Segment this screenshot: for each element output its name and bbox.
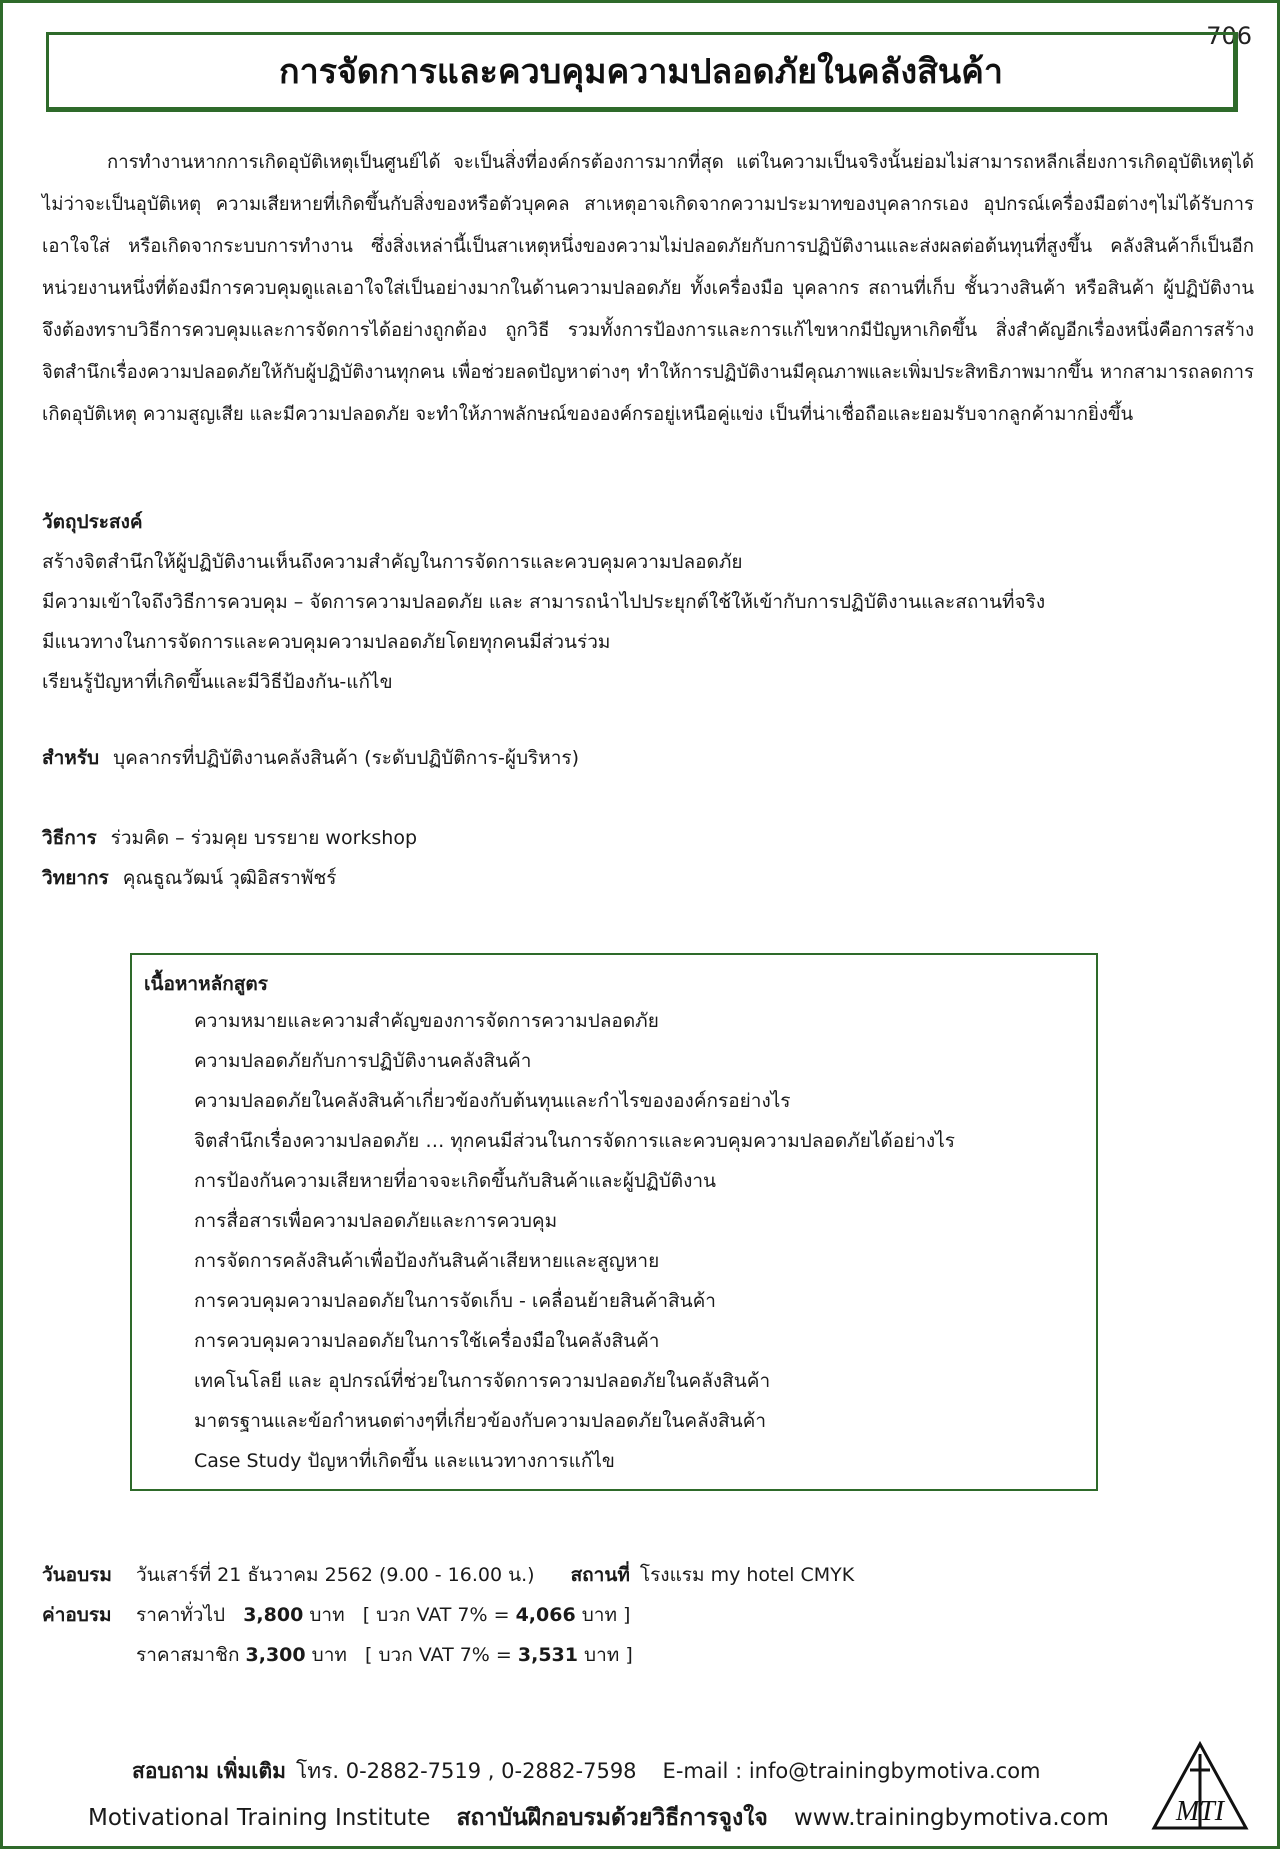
- objective-item: มีแนวทางในการจัดการและควบคุมความปลอดภัยโดยทุกคนมีส่วนร่วม: [42, 631, 611, 653]
- mti-logo: [1150, 1740, 1250, 1832]
- location-value: โรงแรม my hotel CMYK: [639, 1564, 855, 1586]
- method-line: [42, 818, 417, 858]
- general-price-prefix: ราคาทั่วไป: [136, 1604, 226, 1626]
- member-price-row: [42, 1635, 854, 1675]
- objectives-section: [42, 502, 1242, 702]
- intro-paragraph: การทำงานหากการเกิดอุบัติเหตุเป็นศูนย์ได้ จะเป็นสิ่งที่องค์กรต้องการมากที่สุด แต่ในความเป็นจริงนั้นย่อมไม่สามารถหลีกเลี่ยงการเกิดอุบัติเหตุได้ ไม่ว่าจะเป็นอุบัติเหตุ ความเสียหายที่เกิดขึ้นกับสิ่งของหรือตัวบุคคล สาเหตุอาจเกิดจากความประมาทของบุคลากรเอง อุปกรณ์เครื่องมือต่างๆไม่ได้รับการเอาใจใส่ หรือเกิดจากระบบการทำงาน ซึ่งสิ่งเหล่านี้เป็นสาเหตุหนึ่งของความไม่ปลอดภัยกับการปฏิบัติงานและส่งผลต่อต้นทุนที่สูงขึ้น คลังสินค้าก็เป็นอีกหน่วยงานหนึ่งที่ต้องมีการควบคุมดูแลเอาใจใส่เป็นอย่างมากในด้านความปลอดภัย ทั้งเครื่องมือ บุคลากร สถานที่เก็บ ชั้นวางสินค้า หรือสินค้า ผู้ปฏิบัติงานจึงต้องทราบวิธีการควบคุมและการจัดการได้อย่างถูกต้อง ถูกวิธี รวมทั้งการป้องการและการแก้ไขหากมีปัญหาเกิดขึ้น สิ่งสำคัญอีกเรื่องหนึ่งคือการสร้างจิตสำนึกเรื่องความปลอดภัยให้กับผู้ปฏิบัติงานทุกคน เพื่อช่วยลดปัญหาต่างๆ ทำให้การปฏิบัติงานมีคุณภาพและเพิ่มประสิทธิภาพมากขึ้น หากสามารถลดการเกิดอุบัติเหตุ ความสูญเสีย และมีความปลอดภัย จะทำให้ภาพลักษณ์ขององค์กรอยู่เหนือคู่แข่ง เป็นที่น่าเชื่อถือและยอมรับจากลูกค้ามากยิ่งขึ้น: [42, 152, 1254, 425]
- member-vat-prefix: [ บวก VAT 7% =: [365, 1644, 512, 1666]
- general-price-unit: บาท: [309, 1604, 345, 1626]
- course-content-item: การป้องกันความเสียหายที่อาจจะเกิดขึ้นกับสินค้าและผู้ปฏิบัติงาน: [194, 1170, 717, 1192]
- course-content-list: [144, 1001, 1096, 1481]
- contact-phone: โทร. 0-2882-7519 , 0-2882-7598: [295, 1759, 637, 1783]
- date-location-row: [42, 1555, 854, 1595]
- course-content-item: เทคโนโลยี และ อุปกรณ์ที่ช่วยในการจัดการความปลอดภัยในคลังสินค้า: [194, 1370, 771, 1392]
- member-price-unit: บาท: [311, 1644, 347, 1666]
- speaker-label: วิทยากร: [42, 867, 109, 889]
- general-vat-prefix: [ บวก VAT 7% =: [362, 1604, 510, 1626]
- course-content-item: Case Study ปัญหาที่เกิดขึ้น และแนวทางการแก้ไข: [194, 1450, 615, 1472]
- general-price: 3,800: [243, 1604, 304, 1626]
- general-vat-suffix: บาท ]: [581, 1604, 631, 1626]
- course-content-item: การจัดการคลังสินค้าเพื่อป้องกันสินค้าเสียหายและสูญหาย: [194, 1250, 660, 1272]
- objective-item: มีความเข้าใจถึงวิธีการควบคุม – จัดการความปลอดภัย และ สามารถนำไปประยุกต์ใช้ให้เข้ากับการปฏิบัติงานและสถานที่จริง: [42, 591, 1046, 613]
- speaker-value: คุณธูณวัฒน์ วุฒิอิสราพัชร์: [122, 867, 337, 889]
- method-label: วิธีการ: [42, 827, 97, 849]
- course-content-item: ความปลอดภัยในคลังสินค้าเกี่ยวข้องกับต้นทุนและกำไรขององค์กรอย่างไร: [194, 1090, 791, 1112]
- course-content-item: ความปลอดภัยกับการปฏิบัติงานคลังสินค้า: [194, 1050, 532, 1072]
- mti-logo-icon: [1150, 1740, 1250, 1832]
- training-details: [42, 1555, 854, 1675]
- speaker-line: [42, 858, 336, 898]
- general-vat-total: 4,066: [515, 1604, 576, 1626]
- institute-name-en: Motivational Training Institute: [88, 1805, 431, 1831]
- fee-label: ค่าอบรม: [42, 1604, 112, 1626]
- course-content-item: การควบคุมความปลอดภัยในการจัดเก็บ - เคลื่อนย้ายสินค้าสินค้า: [194, 1290, 716, 1312]
- contact-label: สอบถาม เพิ่มเติม: [132, 1759, 286, 1783]
- location-label: สถานที่: [570, 1564, 630, 1586]
- course-content-item: มาตรฐานและข้อกำหนดต่างๆที่เกี่ยวข้องกับความปลอดภัยในคลังสินค้า: [194, 1410, 766, 1432]
- logo-text: MTI: [1175, 1796, 1225, 1827]
- website-link[interactable]: www.trainingbymotiva.com: [793, 1805, 1109, 1831]
- course-content-item: การสื่อสารเพื่อความปลอดภัยและการควบคุม: [194, 1210, 558, 1232]
- date-value: วันเสาร์ที่ 21 ธันวาคม 2562 (9.00 - 16.00 น.): [136, 1564, 535, 1586]
- audience-line: [42, 738, 579, 778]
- objectives-heading: วัตถุประสงค์: [42, 511, 143, 533]
- title-box: [46, 32, 1238, 112]
- course-content-item: การควบคุมความปลอดภัยในการใช้เครื่องมือในคลังสินค้า: [194, 1330, 660, 1352]
- footer-contact: [132, 1755, 1041, 1788]
- date-label: วันอบรม: [42, 1564, 112, 1586]
- contact-email[interactable]: E-mail : info@trainingbymotiva.com: [662, 1759, 1041, 1783]
- page-title: การจัดการและควบคุมความปลอดภัยในคลังสินค้า: [279, 52, 1003, 92]
- objective-item: เรียนรู้ปัญหาที่เกิดขึ้นและมีวิธีป้องกัน-แก้ไข: [42, 671, 393, 693]
- general-price-row: [42, 1595, 854, 1635]
- footer-institute: [88, 1800, 1109, 1836]
- member-price: 3,300: [245, 1644, 306, 1666]
- member-price-prefix: ราคาสมาชิก: [136, 1644, 240, 1666]
- audience-label: สำหรับ: [42, 747, 100, 769]
- objective-item: สร้างจิตสำนึกให้ผู้ปฏิบัติงานเห็นถึงความสำคัญในการจัดการและควบคุมความปลอดภัย: [42, 551, 743, 573]
- institute-name-th: สถาบันฝึกอบรมด้วยวิธีการจูงใจ: [456, 1805, 768, 1831]
- course-content-item: จิตสำนึกเรื่องความปลอดภัย … ทุกคนมีส่วนในการจัดการและควบคุมความปลอดภัยได้อย่างไร: [194, 1130, 955, 1152]
- course-content-heading: เนื้อหาหลักสูตร: [144, 973, 268, 995]
- course-content-item: ความหมายและความสำคัญของการจัดการความปลอดภัย: [194, 1010, 659, 1032]
- audience-value: บุคลากรที่ปฏิบัติงานคลังสินค้า (ระดับปฏิบัติการ-ผู้บริหาร): [113, 747, 580, 769]
- course-content-box: [130, 953, 1098, 1491]
- member-vat-suffix: บาท ]: [584, 1644, 633, 1666]
- member-vat-total: 3,531: [517, 1644, 578, 1666]
- page-number: 706: [1206, 22, 1252, 50]
- method-value: ร่วมคิด – ร่วมคุย บรรยาย workshop: [110, 827, 418, 849]
